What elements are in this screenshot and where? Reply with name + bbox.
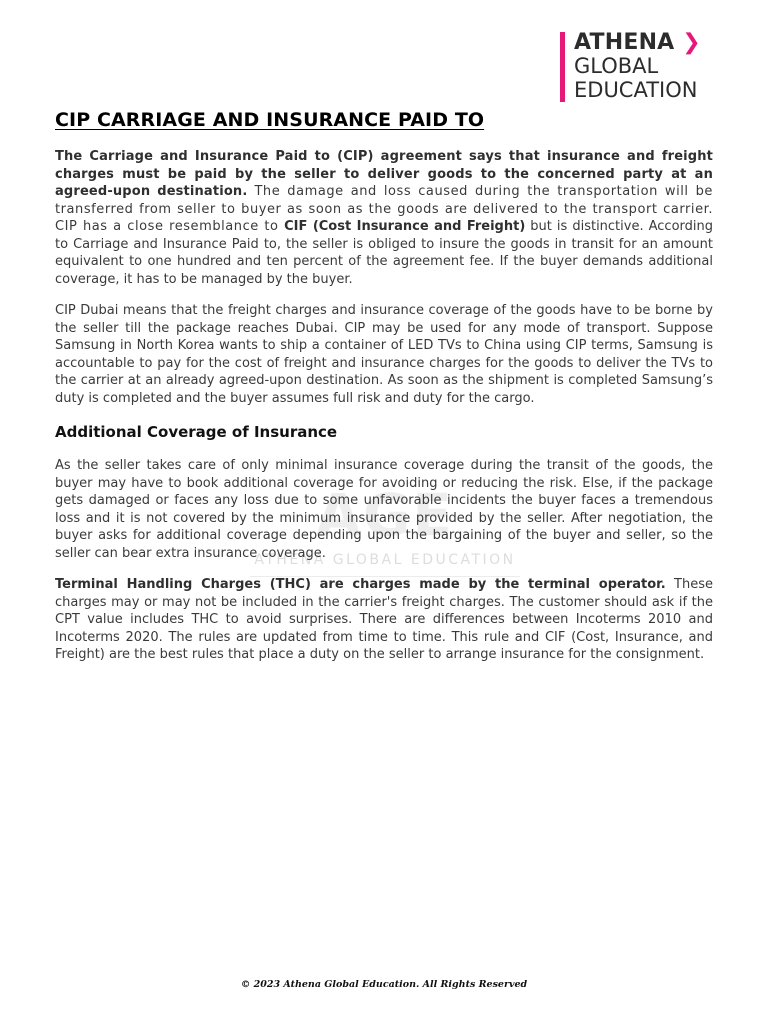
paragraph-cip-dubai: CIP Dubai means that the freight charges and insurance coverage of the goods have to be borne by the seller till the package reaches Dubai. CIP may be used for any mode of transport. Suppose Samsung in North Korea wants to ship a container of LED TVs to China using CIP terms, Samsung is accountable to pay for the cost of freight and insurance charges for the goods to deliver the TVs to the carrier at an already agreed-upon destination. As soon as the shipment is completed Samsung’s duty is completed and the buyer assumes full risk and duty for the cargo. [55,303,713,406]
paragraph-thc [55,576,713,664]
paragraph-thc-text: These charges may or may not be included in the carrier's freight charges. The customer should ask if the CPT value includes THC to avoid surprises. There are differences between Incoterms 2010 and Incoterms 2020. The rules are updated from time to time. This rule and CIF (Cost, Insurance, and Freight) are the best rules that place a duty on the seller to arrange insurance for the consignment. [55,577,713,662]
logo-line-education: EDUCATION [574,78,698,102]
section-heading-additional-coverage: Additional Coverage of Insurance [55,423,338,441]
paragraph-cip-text-a: The damage and loss caused during the transportation will be transferred from seller to buyer as soon as the goods are delivered to the transport carrier. CIP has a close resemblance to [55,184,713,234]
watermark-logo-mark: AGE [315,481,455,549]
paragraph-cip-text-b: but is distinctive. According to Carriage and Insurance Paid to, the seller is obliged to insure the goods in transit for an amount equivalent to one hundred and ten percent of the agreement fee. If the buyer demands additional coverage, it has to be managed by the buyer. [55,219,714,287]
chevron-right-icon: ❯ [682,30,701,55]
paragraph-thc-bold-intro: Terminal Handling Charges (THC) are charges made by the terminal operator. [55,577,666,592]
page-title: CIP CARRIAGE AND INSURANCE PAID TO [55,109,485,131]
watermark-text: ATHENA GLOBAL EDUCATION [250,550,520,577]
paragraph-cip-definition [55,148,713,288]
page-footer-copyright: © 2023 Athena Global Education. All Rights Reserved [240,979,528,990]
athena-logo [560,32,701,102]
paragraph-cip-bold-intro: The Carriage and Insurance Paid to (CIP) agreement says that insurance and freight charges must be paid by the seller to deliver goods to the concerned party at an agreed-upon destination. [55,149,713,199]
paragraph-additional-coverage: As the seller takes care of only minimal insurance coverage during the transit of the goods, the buyer may have to book additional coverage for avoiding or reducing the risk. Else, if the package gets damaged or faces any loss due to some unfavorable incidents the buyer faces a tremendous loss and it is not covered by the minimum insurance provided by the seller. After negotiation, the buyer asks for additional coverage depending upon the bargaining of the buyer and seller, so the seller can bear extra insurance coverage. [55,458,713,561]
document-body [55,148,713,678]
logo-athena-text: ATHENA [574,30,675,55]
logo-line-global: GLOBAL [574,54,659,78]
logo-line-athena [574,32,701,54]
paragraph-cif-bold: CIF (Cost Insurance and Freight) [284,219,526,234]
